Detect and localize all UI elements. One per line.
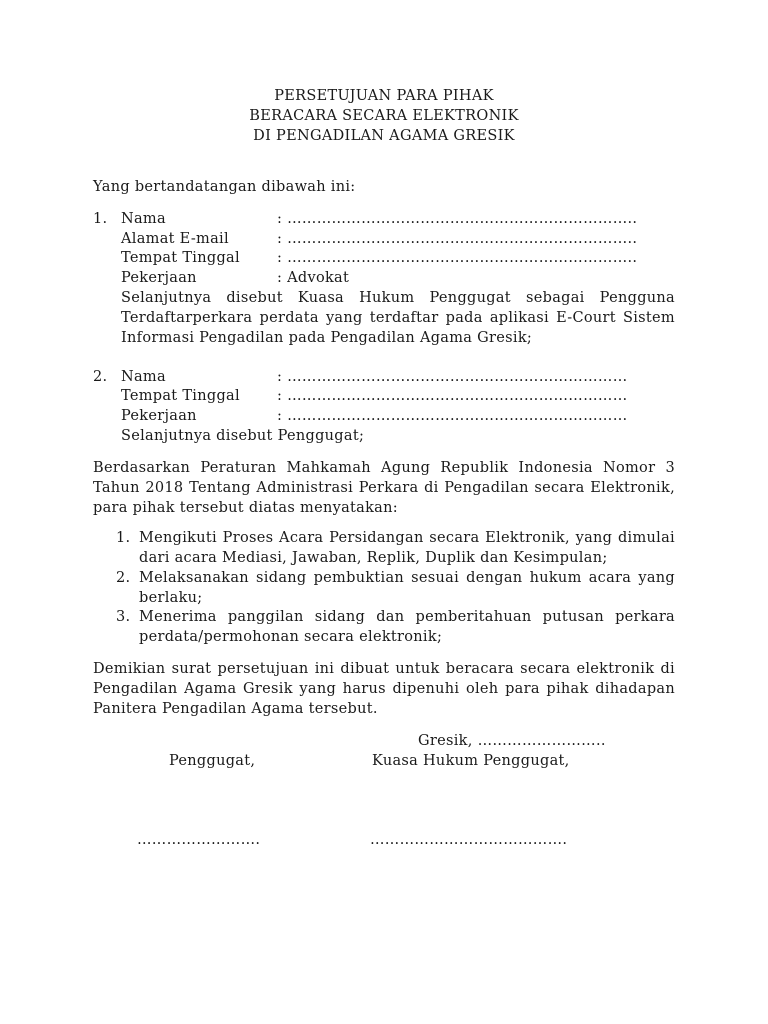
field-value: : …………………………………………………………… bbox=[277, 388, 628, 404]
statement-line: Melaksanakan sidang pembuktian sesuai dengan hukum acara yang bbox=[139, 570, 675, 586]
signature-label-kuasa-hukum: Kuasa Hukum Penggugat, bbox=[372, 753, 570, 769]
field-value: : …………………………………………………………….. bbox=[277, 250, 638, 266]
field-label: Nama bbox=[121, 369, 166, 385]
field-value: : Advokat bbox=[277, 270, 350, 286]
description-line: Informasi Pengadilan pada Pengadilan Agama Gresik; bbox=[121, 330, 533, 346]
statement-line: perdata/permohonan secara elektronik; bbox=[139, 629, 443, 645]
field-value: : …………………………………………………………….. bbox=[277, 211, 638, 227]
intro-text: Yang bertandatangan dibawah ini: bbox=[93, 179, 356, 195]
statement-number: 3. bbox=[116, 609, 131, 625]
statement-item bbox=[116, 607, 676, 647]
field-label: Pekerjaan bbox=[121, 408, 197, 424]
paragraph-line: Demikian surat persetujuan ini dibuat untuk beracara secara elektronik di bbox=[93, 661, 675, 677]
title-line-3: DI PENGADILAN AGAMA GRESIK bbox=[253, 128, 515, 144]
field-label: Tempat Tinggal bbox=[121, 388, 240, 404]
field-value: : …………………………………………………………….. bbox=[277, 231, 638, 247]
field-label: Alamat E-mail bbox=[121, 231, 229, 247]
title-line-1: PERSETUJUAN PARA PIHAK bbox=[274, 88, 494, 104]
field-value: : …………………………………………………………… bbox=[277, 369, 628, 385]
statement-text bbox=[139, 607, 675, 647]
field-label: Nama bbox=[121, 211, 166, 227]
statement-line: dari acara Mediasi, Jawaban, Replik, Duplik dan Kesimpulan; bbox=[139, 550, 608, 566]
party-2-description: Selanjutnya disebut Penggugat; bbox=[121, 428, 365, 444]
closing-paragraph bbox=[93, 659, 675, 719]
party-1-number: 1. bbox=[93, 211, 108, 227]
field-label: Pekerjaan bbox=[121, 270, 197, 286]
statement-text bbox=[139, 568, 675, 608]
paragraph-line: Tahun 2018 Tentang Administrasi Perkara di Pengadilan secara Elektronik, bbox=[93, 480, 675, 496]
paragraph-line: para pihak tersebut diatas menyatakan: bbox=[93, 500, 398, 516]
statement-line: berlaku; bbox=[139, 590, 203, 606]
statement-number: 2. bbox=[116, 570, 131, 586]
document-title bbox=[0, 86, 768, 146]
signature-label-penggugat: Penggugat, bbox=[169, 753, 256, 769]
statement-line: Menerima panggilan sidang dan pemberitahuan putusan perkara bbox=[139, 609, 675, 625]
description-line: Terdaftarperkara perdata yang terdaftar pada aplikasi E-Court Sistem bbox=[121, 310, 675, 326]
field-label: Tempat Tinggal bbox=[121, 250, 240, 266]
statement-text bbox=[139, 528, 675, 568]
paragraph-line: Panitera Pengadilan Agama tersebut. bbox=[93, 701, 378, 717]
signature-line-penggugat: ……………………. bbox=[137, 832, 261, 848]
statement-line: Mengikuti Proses Acara Persidangan secara Elektronik, yang dimulai bbox=[139, 530, 675, 546]
statement-item bbox=[116, 568, 676, 608]
basis-paragraph bbox=[93, 458, 675, 518]
statement-number: 1. bbox=[116, 530, 131, 546]
statement-item bbox=[116, 528, 676, 568]
party-1-description bbox=[121, 288, 675, 348]
description-line: Selanjutnya disebut Kuasa Hukum Penggugat sebagai Pengguna bbox=[121, 290, 675, 306]
place-date: Gresik, …………………….. bbox=[418, 733, 606, 749]
title-line-2: BERACARA SECARA ELEKTRONIK bbox=[249, 108, 519, 124]
paragraph-line: Berdasarkan Peraturan Mahkamah Agung Republik Indonesia Nomor 3 bbox=[93, 460, 675, 476]
signature-line-kuasa-hukum: …………………………………. bbox=[370, 832, 568, 848]
field-value: : …………………………………………………………… bbox=[277, 408, 628, 424]
party-2-number: 2. bbox=[93, 369, 108, 385]
paragraph-line: Pengadilan Agama Gresik yang harus dipenuhi oleh para pihak dihadapan bbox=[93, 681, 675, 697]
